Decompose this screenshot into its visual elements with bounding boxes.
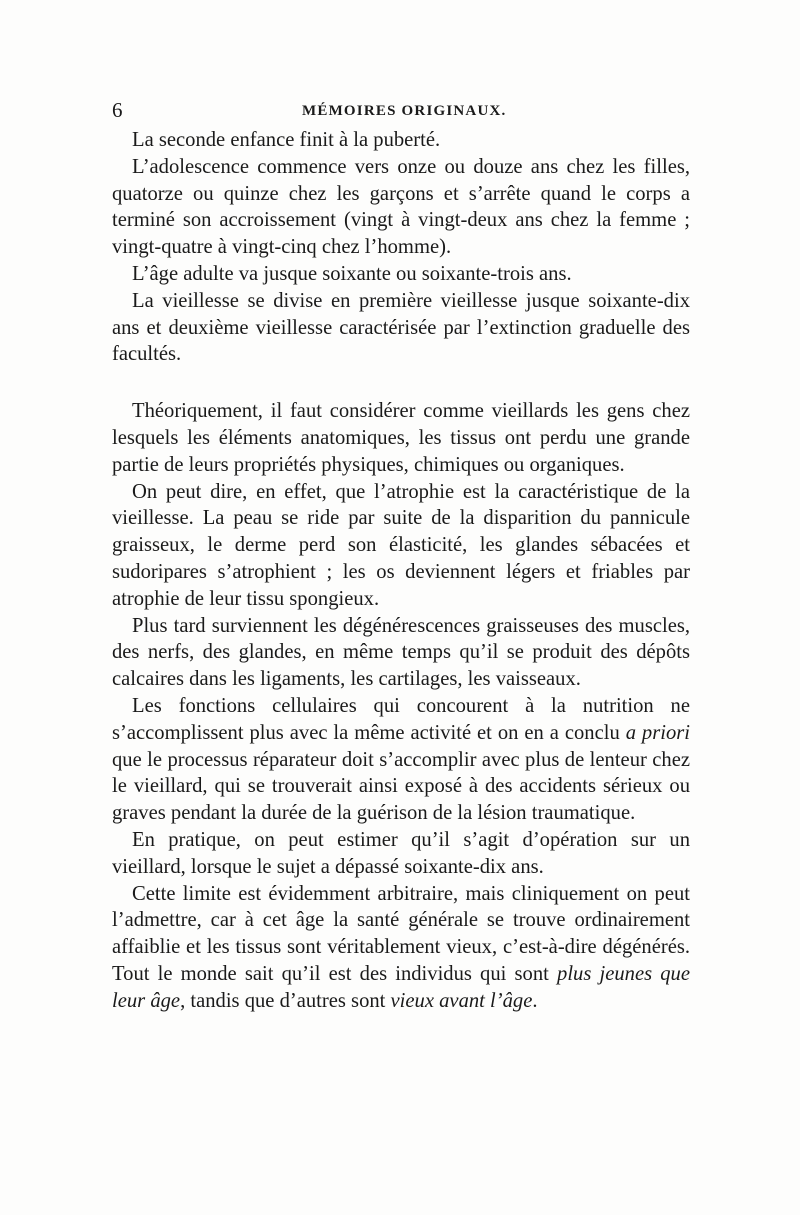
- paragraph-text: Les fonctions cellulaires qui concourent à la nutrition ne s’accomplissent plus avec la même activité et on en a conclu: [112, 694, 690, 744]
- italic-phrase: vieux avant l’âge: [390, 989, 533, 1012]
- italic-phrase: plus jeunes que leur âge: [112, 962, 690, 1012]
- paragraph-text: Cette limite est évidemment arbitraire, mais cliniquement on peut l’admettre, car à cet âge la santé générale se trouve ordinairement affaiblie et les tissus sont véritablement vieux, c’est-à-dire dégénérés. Tout le monde sait qu’il est des individus qui sont: [112, 882, 690, 985]
- page-header: [112, 98, 690, 122]
- paragraph-seconde-enfance: La seconde enfance finit à la puberté.: [132, 129, 441, 151]
- body-text: [112, 127, 690, 1015]
- paragraph-text: , tandis que d’autres sont: [180, 989, 391, 1012]
- paragraph-degenerescences: Plus tard surviennent les dégénérescences graisseuses des muscles, des nerfs, des glandes, en même temps qu’il se produit des dépôts calcaires dans les ligaments, les cartilages, les vaisseaux.: [112, 614, 690, 691]
- paragraph-theoriquement: Théoriquement, il faut considérer comme vieillards les gens chez lesquels les éléments anatomiques, les tissus ont perdu une grande partie de leurs propriétés physiques, chimiques ou organiques.: [112, 400, 690, 476]
- running-title: MÉMOIRES ORIGINAUX.: [302, 103, 507, 119]
- paragraph-cette-limite: [112, 881, 690, 1015]
- paragraph-adolescence: L’adolescence commence vers onze ou douze ans chez les filles, quatorze ou quinze chez les garçons et s’arrête quand le corps a terminé son accroissement (vingt à vingt-deux ans chez la femme ; vingt-quatre à vingt-cinq chez l’homme).: [112, 155, 690, 259]
- paragraph-fonctions-cellulaires: [112, 693, 690, 827]
- italic-phrase: a priori: [625, 721, 690, 744]
- paragraph-age-adulte: L’âge adulte va jusque soixante ou soixante-trois ans.: [132, 262, 572, 285]
- paragraph-text: .: [532, 989, 538, 1012]
- paragraph-text: que le processus réparateur doit s’accomplir avec plus de lenteur chez le vieillard, qui se trouverait ainsi exposé à des accidents sérieux ou graves pendant la durée de la guérison de la lésion traumatique.: [112, 748, 690, 825]
- paragraph-vieillesse: La vieillesse se divise en première vieillesse jusque soixante-dix ans et deuxième vieillesse caractérisée par l’extinction graduelle des facultés.: [112, 289, 690, 366]
- page-number: 6: [112, 98, 123, 122]
- paragraph-atrophie: On peut dire, en effet, que l’atrophie est la caractéristique de la vieillesse. La peau se ride par suite de la disparition du pannicule graisseux, le derme perd son élasticité, les glandes sébacées et sudoripares s’atrophient ; les os deviennent légers et friables par atrophie de leur tissu spongieux.: [112, 480, 690, 610]
- paragraph-en-pratique: En pratique, on peut estimer qu’il s’agit d’opération sur un vieillard, lorsque le sujet a dépassé soixante-dix ans.: [112, 828, 690, 878]
